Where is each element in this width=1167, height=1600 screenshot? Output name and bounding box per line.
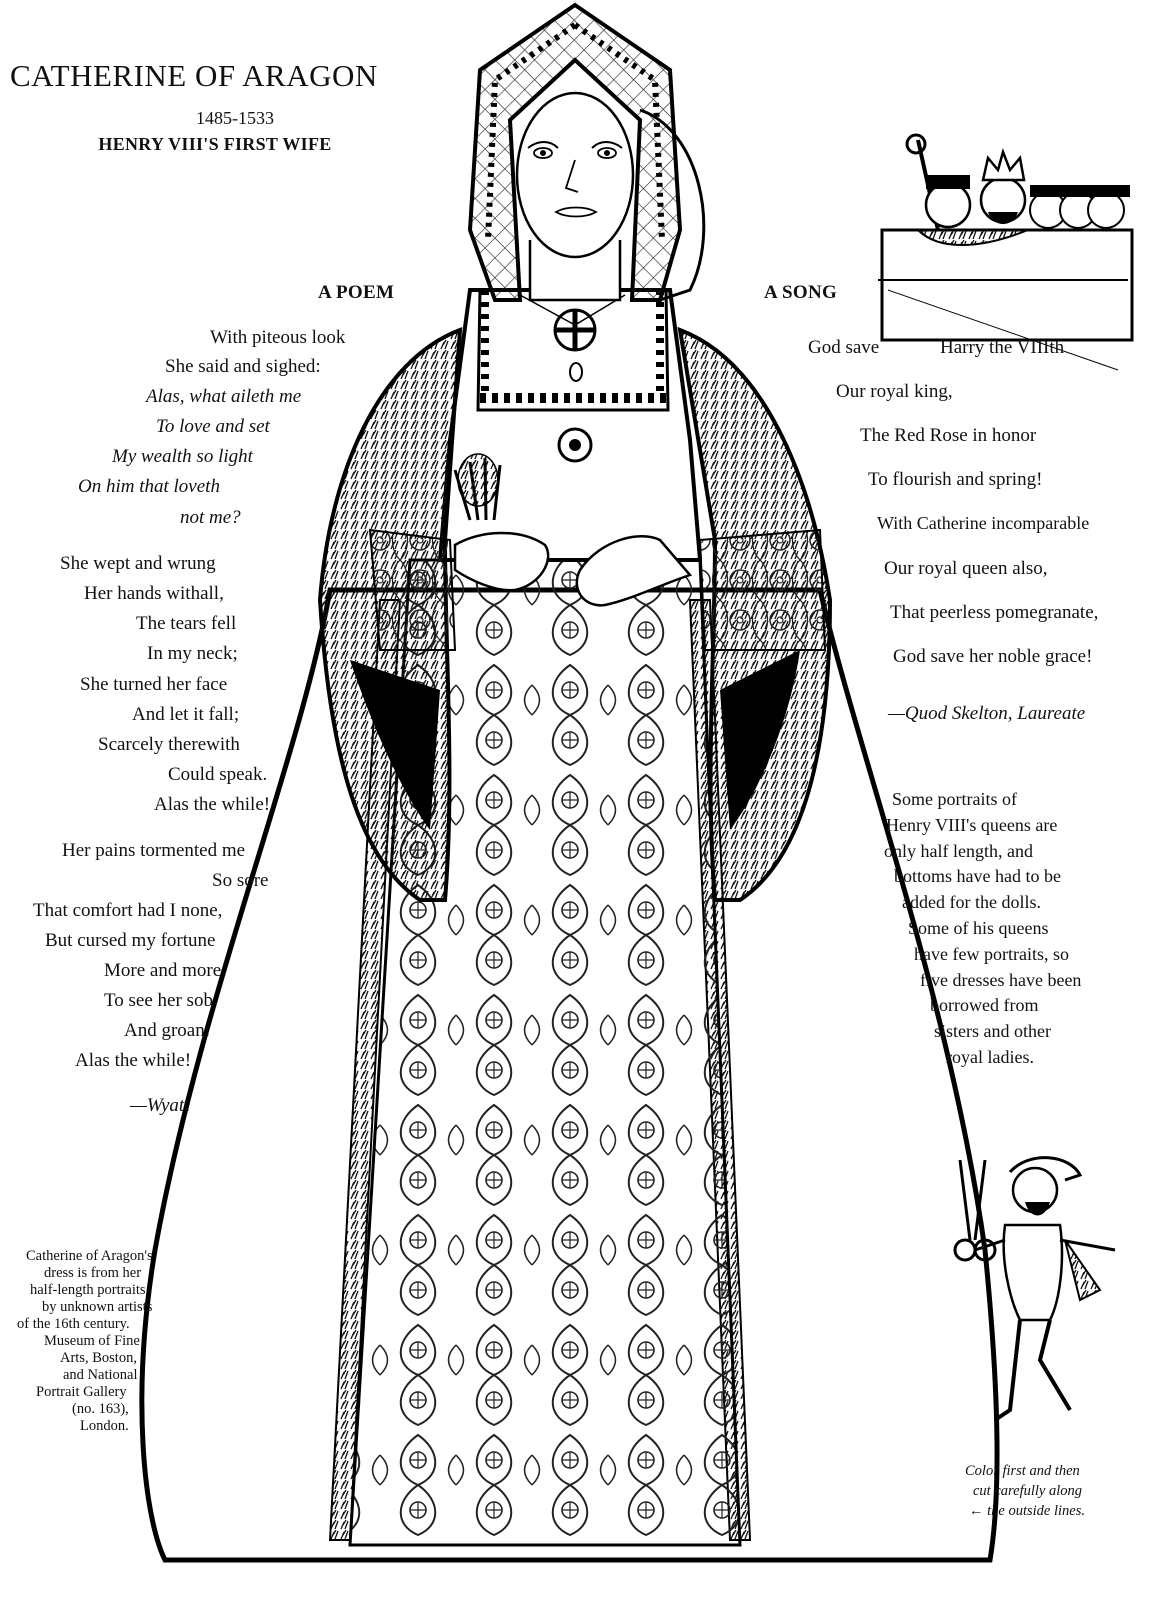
song-line: The Red Rose in honor xyxy=(860,425,1037,446)
poem-line: The tears fell xyxy=(136,613,237,634)
song-attribution: —Quod Skelton, Laureate xyxy=(888,703,1086,724)
source-line: of the 16th century. xyxy=(17,1316,130,1332)
song-heading: A SONG xyxy=(764,282,838,303)
song-line: Our royal queen also, xyxy=(884,558,1048,579)
poem-line: Could speak. xyxy=(168,764,268,785)
song-line: With Catherine incomparable xyxy=(877,513,1090,533)
instruction-line: Color first and then xyxy=(965,1463,1080,1479)
poem-line: She said and sighed: xyxy=(165,356,321,377)
song-line: That peerless pomegranate, xyxy=(890,602,1099,623)
instruction-line: ← the outside lines. xyxy=(969,1503,1085,1519)
poem-line: not me? xyxy=(180,507,241,528)
instruction-line: cut carefully along xyxy=(973,1483,1082,1499)
note-line: Henry VIII's queens are xyxy=(886,815,1058,835)
poem-line: And let it fall; xyxy=(132,704,240,725)
page-title: CATHERINE OF ARAGON xyxy=(10,58,378,93)
poem-line: On him that loveth xyxy=(78,476,220,497)
source-line: dress is from her xyxy=(44,1265,142,1281)
poem-line: That comfort had I none, xyxy=(33,900,223,921)
poem-line: Her pains tormented me xyxy=(62,840,246,861)
source-line: (no. 163), xyxy=(72,1401,129,1417)
note-line: royal ladies. xyxy=(946,1047,1034,1067)
poem-line: Alas, what aileth me xyxy=(146,386,302,407)
note-line: Some portraits of xyxy=(892,789,1017,809)
poem-line: Alas the while! xyxy=(75,1050,192,1071)
source-line: Arts, Boston, xyxy=(60,1350,137,1366)
poem-line: Scarcely therewith xyxy=(98,734,240,755)
poem-line: My wealth so light xyxy=(112,446,253,467)
poem-line: Her hands withall, xyxy=(84,583,224,604)
poem-heading: A POEM xyxy=(318,282,395,303)
source-line: London. xyxy=(80,1418,129,1434)
song-line: Our royal king, xyxy=(836,381,953,402)
source-line: and National xyxy=(63,1367,138,1383)
song-line: God save xyxy=(808,337,880,358)
song-line: God save her noble grace! xyxy=(893,646,1093,667)
source-line: half-length portraits xyxy=(30,1282,146,1298)
page-subtitle: HENRY VIII'S FIRST WIFE xyxy=(98,134,332,154)
poem-line: With piteous look xyxy=(210,327,346,348)
poem-line: And groan: xyxy=(124,1020,211,1041)
poem-attribution: —Wyatt xyxy=(130,1095,190,1116)
note-line: borrowed from xyxy=(930,995,1039,1015)
song-line: Harry the VIIIth xyxy=(940,337,1065,358)
poem-line: To love and set xyxy=(156,416,270,437)
note-line: only half length, and xyxy=(884,841,1033,861)
note-line: added for the dolls. xyxy=(902,892,1041,912)
poem-line: In my neck; xyxy=(147,643,238,664)
source-line: Catherine of Aragon's xyxy=(26,1248,153,1264)
poem-line: More and more xyxy=(104,960,222,981)
jester-woodcut-icon xyxy=(940,1150,1140,1430)
song-line: To flourish and spring! xyxy=(868,469,1043,490)
source-line: Portrait Gallery xyxy=(36,1384,127,1400)
source-line: Museum of Fine xyxy=(44,1333,140,1349)
poem-line: Alas the while! xyxy=(154,794,271,815)
note-line: have few portraits, so xyxy=(914,944,1069,964)
poem-line: She wept and wrung xyxy=(60,553,216,574)
life-dates: 1485-1533 xyxy=(196,108,274,128)
poem-line: So sore xyxy=(212,870,269,891)
note-line: Some of his queens xyxy=(908,918,1049,938)
poem-line: To see her sob xyxy=(104,990,213,1011)
poem-line: But cursed my fortune xyxy=(45,930,216,951)
poem-line: She turned her face xyxy=(80,674,228,695)
source-line: by unknown artists xyxy=(42,1299,153,1315)
note-line: bottoms have had to be xyxy=(894,866,1061,886)
note-line: five dresses have been xyxy=(920,970,1082,990)
note-line: sisters and other xyxy=(934,1021,1051,1041)
